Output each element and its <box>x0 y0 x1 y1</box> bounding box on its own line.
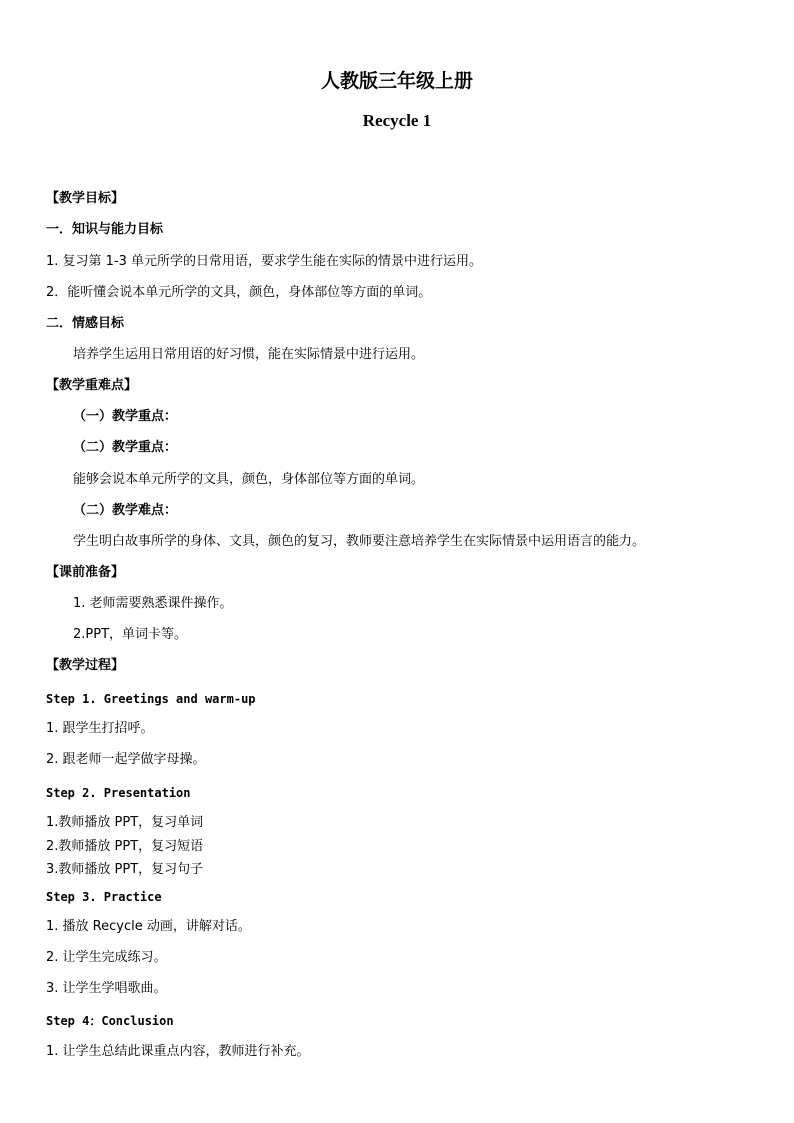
knowledge-heading: 一．知识与能力目标 <box>46 222 164 237</box>
step-2-item-2: 2.教师播放 PPT，复习短语 <box>46 839 204 854</box>
objective-item-2: 2．能听懂会说本单元所学的文具，颜色，身体部位等方面的单词。 <box>46 285 432 300</box>
step-3-title: Step 3. Practice <box>46 890 162 904</box>
process-heading: 【教学过程】 <box>46 658 125 673</box>
step-3-item-2: 2. 让学生完成练习。 <box>46 950 167 965</box>
preparation-item-1: 1. 老师需要熟悉课件操作。 <box>73 596 233 611</box>
step-4-title: Step 4：Conclusion <box>46 1014 174 1028</box>
key-points-sub-2-text: 能够会说本单元所学的文具，颜色，身体部位等方面的单词。 <box>73 472 425 487</box>
emotion-text: 培养学生运用日常用语的好习惯，能在实际情景中进行运用。 <box>73 347 425 362</box>
step-1-title: Step 1. Greetings and warm-up <box>46 692 256 706</box>
document-title: 人教版三年级上册 <box>320 70 473 92</box>
step-2-item-3: 3.教师播放 PPT，复习句子 <box>46 862 204 877</box>
key-points-sub-1: （一）教学重点： <box>73 409 178 424</box>
step-2-title: Step 2. Presentation <box>46 786 191 800</box>
step-4-item-1: 1. 让学生总结此课重点内容，教师进行补充。 <box>46 1044 310 1059</box>
key-points-sub-3: （二）教学难点： <box>73 503 178 518</box>
objectives-heading: 【教学目标】 <box>46 191 125 206</box>
step-3-item-1: 1. 播放 Recycle 动画，讲解对话。 <box>46 919 251 934</box>
key-points-heading: 【教学重难点】 <box>46 378 138 393</box>
objective-item-1: 1. 复习第 1-3 单元所学的日常用语，要求学生能在实际的情景中进行运用。 <box>46 254 483 269</box>
document-subtitle: Recycle 1 <box>362 111 432 130</box>
preparation-item-2: 2.PPT，单词卡等。 <box>73 627 188 642</box>
step-1-item-1: 1. 跟学生打招呼。 <box>46 721 154 736</box>
emotion-heading: 二．情感目标 <box>46 316 125 331</box>
key-points-sub-3-text: 学生明白故事所学的身体、文具，颜色的复习，教师要注意培养学生在实际情景中运用语言的能力。 <box>73 534 646 549</box>
step-2-item-1: 1.教师播放 PPT，复习单词 <box>46 815 204 830</box>
step-3-item-3: 3. 让学生学唱歌曲。 <box>46 981 167 996</box>
key-points-sub-2: （二）教学重点： <box>73 440 178 455</box>
step-1-item-2: 2. 跟老师一起学做字母操。 <box>46 752 206 767</box>
preparation-heading: 【课前准备】 <box>46 565 125 580</box>
